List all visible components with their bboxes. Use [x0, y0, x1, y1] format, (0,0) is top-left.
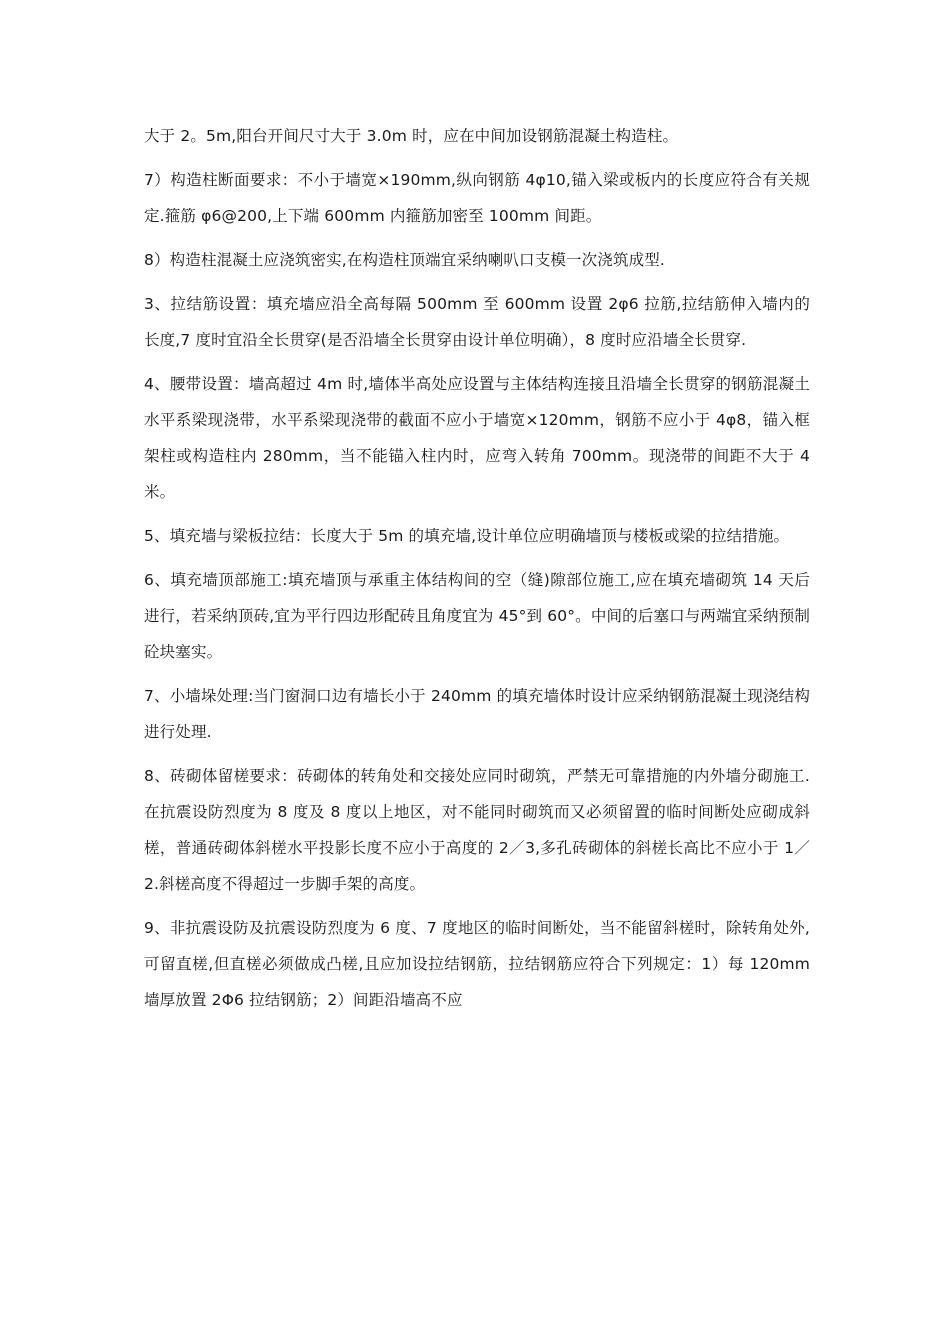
paragraph-wall-top: 6、填充墙顶部施工:填充墙顶与承重主体结构间的空（缝)隙部位施工,应在填充墙砌筑 14 天后进行，若采纳顶砖,宜为平行四边形配砖且角度宜为 45°到 60°。中间的后塞口与两端宜采纳预制砼块塞实。 [144, 571, 810, 661]
paragraph-balcony-column: 大于 2。5m,阳台开间尺寸大于 3.0m 时，应在中间加设钢筋混凝土构造柱。 [144, 127, 679, 145]
document-body [144, 118, 810, 1026]
paragraph-waist-band: 4、腰带设置：墙高超过 4m 时,墙体半高处应设置与主体结构连接且沿墙全长贯穿的钢筋混凝土水平系梁现浇带，水平系梁现浇带的截面不应小于墙宽×120mm，钢筋不应小于 4φ8，锚入框架柱或构造柱内 280mm，当不能锚入柱内时，应弯入转角 700mm。现浇带的间距不大于 4 米。 [144, 375, 810, 501]
paragraph-column-section: 7）构造柱断面要求：不小于墙宽×190mm,纵向钢筋 4φ10,锚入梁或板内的长度应符合有关规定.箍筋 φ6@200,上下端 600mm 内箍筋加密至 100mm 间距。 [144, 171, 810, 225]
paragraph-non-seismic: 9、非抗震设防及抗震设防烈度为 6 度、7 度地区的临时间断处，当不能留斜槎时，除转角处外,可留直槎,但直槎必须做成凸槎,且应加设拉结钢筋，拉结钢筋应符合下列规定：1）每 120mm 墙厚放置 2Φ6 拉结钢筋；2）间距沿墙高不应 [144, 919, 810, 1009]
paragraph-tie-bars: 3、拉结筋设置：填充墙应沿全高每隔 500mm 至 600mm 设置 2φ6 拉筋,拉结筋伸入墙内的长度,7 度时宜沿全长贯穿(是否沿墙全长贯穿由设计单位明确），8 度时应沿墙全长贯穿. [144, 295, 810, 349]
paragraph-small-pier: 7、小墙垛处理:当门窗洞口边有墙长小于 240mm 的填充墙体时设计应采纳钢筋混凝土现浇结构进行处理. [144, 687, 810, 741]
paragraph-brick-toothing: 8、砖砌体留槎要求：砖砌体的转角处和交接处应同时砌筑，严禁无可靠措施的内外墙分砌施工.在抗震设防烈度为 8 度及 8 度以上地区，对不能同时砌筑而又必须留置的临时间断处应砌成斜槎，普通砖砌体斜槎水平投影长度不应小于高度的 2／3,多孔砖砌体的斜槎长高比不应小于 1／2.斜槎高度不得超过一步脚手架的高度。 [144, 767, 810, 893]
paragraph-column-concrete: 8）构造柱混凝土应浇筑密实,在构造柱顶端宜采纳喇叭口支模一次浇筑成型. [144, 251, 665, 269]
paragraph-wall-beam-tie: 5、填充墙与梁板拉结：长度大于 5m 的填充墙,设计单位应明确墙顶与楼板或梁的拉结措施。 [144, 527, 790, 545]
